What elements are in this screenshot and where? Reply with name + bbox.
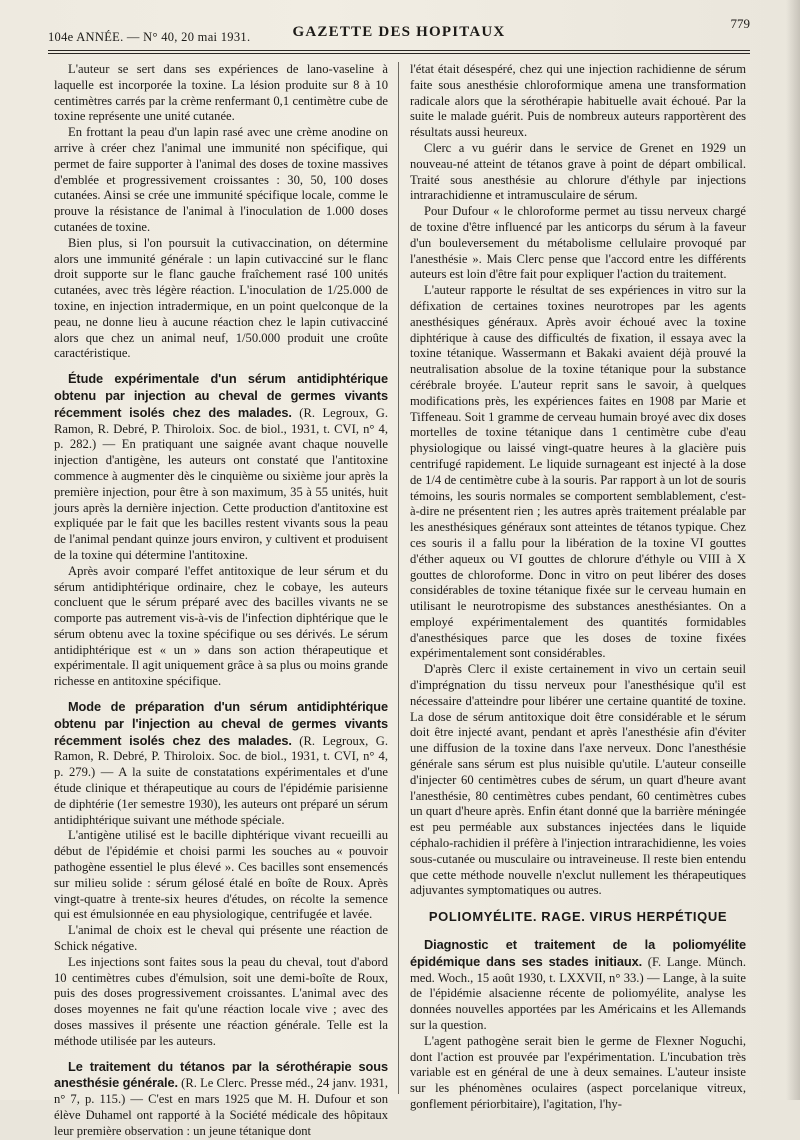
spacer bbox=[54, 362, 388, 371]
article-text: — A la suite de constatations expérimentales et d'une étude clinique et thérapeutique au cours de l'épidémie parisienne de diphtérie (1er semestre 1930), les auteurs ont préparé un sérum antidiphtérique suivant une méthode spéciale. bbox=[54, 765, 388, 827]
body-paragraph: Les injections sont faites sous la peau du cheval, tout d'abord 10 centimètres cubes d'émulsion, soit une demi-boîte de Roux, puis des doses progressivement croissantes. L'animal avec des doses moyennes ne fait qu'une réaction locale vive ; avec des doses massives il présente une réaction générale. Telle est la méthode utilisée par les auteurs. bbox=[54, 954, 388, 1048]
body-paragraph: L'animal de choix est le cheval qui présente une réaction de Schick négative. bbox=[54, 923, 388, 954]
article-text: — En pratiquant une saignée avant chaque nouvelle injection d'antigène, les auteurs ont constaté que l'antitoxine commence à augmenter dès le cinquième ou sixième jour après la première injection, pour être à son maximum, 35 à 55 unités, huit jours après la dernière injection. Cette production d'antitoxine est expliquée par le fait que les bacilles restent vivants sous la peau de l'animal pendant quinze jours environ, y cultivent et produisent de la toxine qui détermine l'antitoxine. bbox=[54, 437, 388, 562]
body-paragraph: L'auteur se sert dans ses expériences de lano-vaseline à laquelle est incorporée la toxine. La lésion produite sur 8 à 10 centimètres carrés par la crème renfermant 0,1 centimètre cube de toxine représente une unité cutanée. bbox=[54, 62, 388, 124]
article-paragraph bbox=[410, 937, 746, 1034]
body-paragraph: L'auteur rapporte le résultat de ses expériences in vitro sur la défixation de certaines toxines neurotropes par les agents anesthésiques généraux. Après avoir échoué avec la toxine diphtérique à cause des difficultés de fixation, il essaya avec la toxine tétanique. Wassermann et Bakaki avaient déjà prouvé la neutralisation absolue de la toxine tétanique pour la substance cérébrale broyée. L'auteur reprit sans le savoir, à quelques modifications près, les expériences faites en 1908 par Marie et Tiffeneau. Soit 1 gramme de cerveau humain broyé avec dix doses mortelles de toxine tétanique dans 1 centimètre cube d'eau physiologique ou laissé vingt-quatre heures à la glacière puis centrifugé rapidement. Le liquide surnageant est injecté à la dose de 1/4 de centimètre cube à la souris. Par rapport à un lot de souris témoins, les souris normales se comportent semblablement, c'est-à-dire ne présentent rien ; les autres après traitement préalable par les anesthésiques généraux sont atteintes de tétanos typique. Chez ces souris il a fallu pour la libération de la toxine VI gouttes d'éther aqueux ou VI gouttes de chlorure d'éthyle ou VIII à X gouttes de chloroforme. Donc in vitro on peut libérer des doses considérables de toxine tétanique fixée sur le cerveau humain en utilisant le neurotropisme des substances anesthésiantes. On a employé expérimentalement des quantités formidables d'anesthésiques parce que les doses de toxine fixées expérimentalement sont considérables. bbox=[410, 283, 746, 661]
body-paragraph: Clerc a vu guérir dans le service de Grenet en 1929 un nouveau-né atteint de tétanos grave à point de départ ombilical. Traité sous anesthésie au chlorure d'éthyle par injections intrarachidienne et intramusculaire de sérum. bbox=[410, 140, 746, 203]
article-text: — C'est en mars 1925 que M. H. Dufour et son élève Duhamel ont rapporté à la Société médicale des hôpitaux leur première observation : un jeune tétanique dont bbox=[54, 1092, 388, 1138]
left-column bbox=[54, 62, 388, 1138]
body-paragraph: Bien plus, si l'on poursuit la cutivaccination, on détermine alors une immunité générale : un lapin cutivacciné sur le flanc droit supporte sur le flanc gauche fraîchement rasé 100 unités cutanées, avec très légère réaction. L'inoculation de 1/25.000 de toxine, en injection intradermique, en un point quelconque de la peau, ne donne lieu à aucune réaction chez le lapin cutivacciné alors que chez un animal neuf, 1/50.000 produit une croûte caractéristique. bbox=[54, 235, 388, 361]
column-divider bbox=[398, 62, 399, 1094]
body-paragraph: En frottant la peau d'un lapin rasé avec une crème anodine on arrive à créer chez l'animal une immunité non spécifique, qui permet de faire supporter à l'animal des doses de toxine massives d'emblée et progressivement croissantes : 30, 50, 100 doses cutanées. Ainsi se crée une immunité spécifique locale, comme le prouve la résistance de l'animal à l'inoculation de 1.000 doses cutanées de toxine. bbox=[54, 125, 388, 234]
body-paragraph: Pour Dufour « le chloroforme permet au tissu nerveux chargé de toxine d'être influencé par les anticorps du sérum à la faveur d'un bouleversement du métabolisme cellulaire provoqué par l'anesthésie ». Mais Clerc pense que l'accord entre les différents auteurs est loin d'être fait pour expliquer l'action du traitement. bbox=[410, 204, 746, 282]
article-text: — Lange, à la suite de l'épidémie alsacienne récente de poliomyélite, analyse les données nouvelles apportées par les Américains et les Allemands sur la question. bbox=[410, 970, 746, 1033]
article-paragraph bbox=[54, 1059, 388, 1140]
body-paragraph: l'état était désespéré, chez qui une injection rachidienne de sérum faite sous anesthésie chloroformique amena une transformation radicale alors que la sérothérapie habituelle avait échoué. Par la suite le malade guérit. Puis de nombreux auteurs rapportèrent des résultats aussi heureux. bbox=[410, 62, 746, 140]
article-reference: (R. Legroux, G. Ramon, R. Debré, P. Thiroloix. Soc. de biol., 1931, t. CVI, n° 4, p. 282.) bbox=[54, 405, 388, 452]
section-heading: POLIOMYÉLITE. RAGE. VIRUS HERPÉTIQUE bbox=[428, 909, 728, 925]
issue-info: 104e ANNÉE. — N° 40, 20 mai 1931. bbox=[48, 30, 251, 44]
article-reference: (F. Lange. Münch. med. Woch., 15 août 1930, t. LXXVII, n° 33.) bbox=[410, 954, 746, 985]
article-reference: (R. Legroux, G. Ramon, R. Debré, P. Thiroloix. Soc. de biol., 1931, t. CVI, n° 4, p. 279.) bbox=[54, 733, 388, 780]
article-title: Mode de préparation d'un sérum antidiphtérique obtenu par l'injection au cheval de germes vivants récemment isolés chez des malades. bbox=[54, 699, 388, 748]
page-edge-shadow bbox=[786, 0, 800, 1100]
body-paragraph: D'après Clerc il existe certainement in vivo un certain seuil d'imprégnation du tissu nerveux pour l'anesthésique qu'il est nécessaire d'atteindre pour libérer une certaine quantité de toxine. La dose de sérum antitoxique doit être considérable et le sérum doit être injecté avant, pendant et après l'anesthésie afin d'éviter une diffusion de la toxine dans l'axe nerveux. Donc l'anesthésie générale sans sérum est plus nuisible qu'utile. L'auteur conseille d'injecter 60 centimètres cubes de sérum, un quart d'heure avant l'anesthésie, 80 centimètres cubes pendant, 60 centimètres cubes un quart d'heure après. Enfin étant donné que la barrière méningée est peu perméable aux substances injectées dans le liquide céphalo-rachidien il préfère à l'injection intrarachidienne, les voies sous-cutanée ou musculaire ou intraveineuse. Il reste bien entendu que cette méthode nouvelle n'exclut nullement les thérapeutiques adjuvantes symptomatiques ou autres. bbox=[410, 662, 746, 898]
article-title: Le traitement du tétanos par la sérothérapie sous anesthésie générale. bbox=[54, 1058, 388, 1091]
article-title: Étude expérimentale d'un sérum antidiphtérique obtenu par injection au cheval de germes vivants récemment isolés chez des malades. bbox=[54, 371, 388, 420]
spacer bbox=[54, 1050, 388, 1059]
right-column bbox=[410, 62, 746, 1111]
header-rule-thin bbox=[48, 53, 750, 54]
page-header bbox=[48, 14, 750, 48]
spacer bbox=[54, 690, 388, 699]
journal-title: GAZETTE DES HOPITAUX bbox=[292, 24, 506, 40]
page-number: 779 bbox=[730, 16, 750, 31]
article-title: Diagnostic et traitement de la poliomyélite épidémique dans ses stades initiaux. bbox=[410, 937, 746, 969]
body-paragraph: L'agent pathogène serait bien le germe de Flexner Noguchi, dont l'action est prouvée par l'expérimentation. L'incubation très variable est en général de une à deux semaines. L'auteur insiste sur les phénomènes oculaires (aspect porcelanique vitreux, gonflement périorbitaire), l'agitation, l'hy- bbox=[410, 1033, 746, 1111]
header-rule bbox=[48, 50, 750, 51]
article-reference: (R. Le Clerc. Presse méd., 24 janv. 1931, n° 7, p. 115.) bbox=[54, 1076, 388, 1107]
body-paragraph: Après avoir comparé l'effet antitoxique de leur sérum et du sérum antidiphtérique ordinaire, chez le cobaye, les auteurs concluent que le sérum préparé avec des bacilles vivants ne se comporte pas autrement vis-à-vis de l'infection diphtérique que le sérum obtenu avec la toxine spécifique ou ses dérivés. Le sérum antidiphtérique est « un » dans son action thérapeutique et expérimentale. Il agit uniquement grâce à sa plus ou moins grande richesse en antitoxine spécifique. bbox=[54, 563, 388, 689]
article-paragraph bbox=[54, 371, 388, 564]
body-paragraph: L'antigène utilisé est le bacille diphtérique vivant recueilli au début de l'épidémie et choisi parmi les souches au « pouvoir pathogène essentiel le plus élevé ». Ces bacilles sont ensemencés sur milieu solide : sérum gélosé étalé en boîte de Roux. Après vingt-quatre à trente-six heures d'études, on récolte la semence qui est émulsionnée en eau physiologique, centrifugée et lavée. bbox=[54, 828, 388, 922]
article-paragraph bbox=[54, 699, 388, 828]
